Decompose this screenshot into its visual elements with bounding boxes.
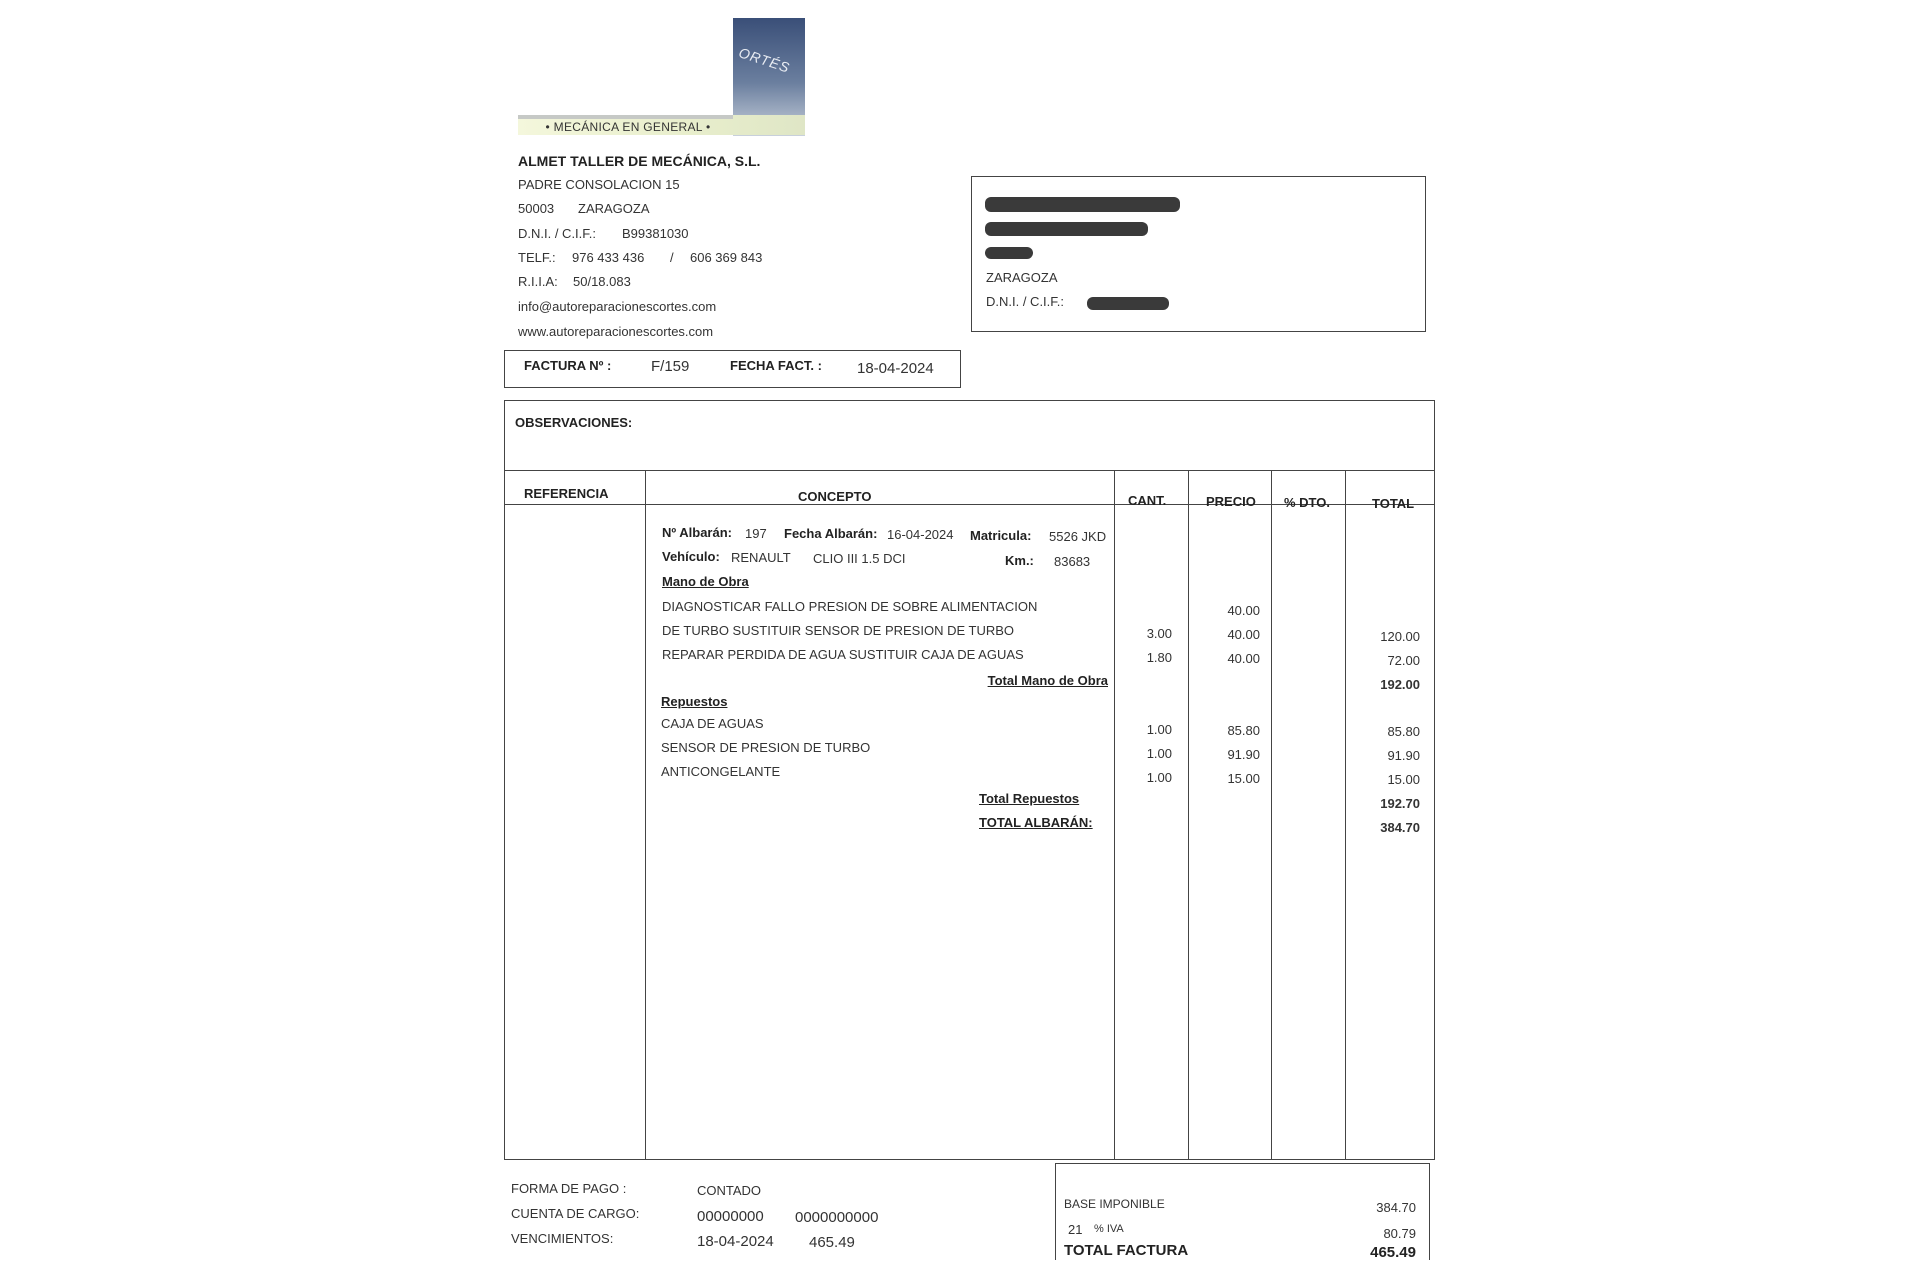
fecha-albaran: 16-04-2024 — [887, 527, 954, 542]
col-divider-dto — [1345, 470, 1346, 1160]
header-referencia: REFERENCIA — [524, 486, 609, 501]
matricula-label: Matricula: — [970, 528, 1032, 543]
mano-obra-label: Mano de Obra — [662, 574, 749, 589]
repuesto-cant: 1.00 — [1146, 746, 1172, 761]
company-dni-label: D.N.I. / C.I.F.: — [518, 226, 597, 241]
total-albaran-label: TOTAL ALBARÁN: — [979, 815, 1093, 830]
vehiculo-label: Vehículo: — [662, 549, 720, 564]
repuesto-cant: 1.00 — [1146, 770, 1172, 785]
repuesto-total: 15.00 — [1387, 772, 1420, 787]
company-postal-code: 50003 — [518, 201, 555, 216]
matricula: 5526 JKD — [1049, 529, 1107, 544]
vencimiento-date: 18-04-2024 — [697, 1233, 774, 1250]
repuesto-concept: ANTICONGELANTE — [661, 764, 781, 779]
total-factura: 465.49 — [1370, 1244, 1416, 1261]
cuenta-cargo-label: CUENTA DE CARGO: — [511, 1206, 640, 1221]
logo-tagline: • MECÁNICA EN GENERAL • — [545, 120, 711, 134]
company-tel-separator: / — [670, 250, 674, 265]
company-tel-label: TELF.: — [518, 250, 556, 265]
company-web: www.autoreparacionescortes.com — [518, 324, 714, 339]
logo-shadow — [518, 115, 733, 119]
header-precio: PRECIO — [1206, 494, 1256, 509]
vehiculo-make: RENAULT — [731, 550, 791, 565]
logo-brand-text: ORTÉS — [736, 44, 793, 76]
company-address: PADRE CONSOLACION 15 — [518, 177, 680, 192]
forma-pago: CONTADO — [697, 1183, 762, 1198]
total-factura-label: TOTAL FACTURA — [1064, 1242, 1189, 1259]
totals-box-top — [1055, 1163, 1430, 1164]
company-city: ZARAGOZA — [578, 201, 650, 216]
invoice-number: F/159 — [651, 358, 690, 375]
header-concepto: CONCEPTO — [798, 489, 872, 504]
vehiculo-model: CLIO III 1.5 DCI — [813, 551, 906, 566]
repuesto-concept: CAJA DE AGUAS — [661, 716, 764, 731]
repuesto-total: 85.80 — [1387, 724, 1420, 739]
total-repuestos: 192.70 — [1380, 796, 1420, 811]
col-divider-concepto — [1114, 470, 1115, 1160]
forma-pago-label: FORMA DE PAGO : — [511, 1181, 627, 1196]
base-imponible: 384.70 — [1376, 1200, 1416, 1215]
mano-obra-total: 72.00 — [1387, 653, 1420, 668]
repuesto-cant: 1.00 — [1146, 722, 1172, 737]
iva-rate: 21 — [1068, 1222, 1083, 1237]
col-divider-referencia — [645, 470, 646, 1160]
mano-obra-concept: DE TURBO SUSTITUIR SENSOR DE PRESION DE TURBO — [662, 623, 1015, 638]
total-mano-obra: 192.00 — [1380, 677, 1420, 692]
repuesto-concept: SENSOR DE PRESION DE TURBO — [661, 740, 871, 755]
col-divider-precio — [1271, 470, 1272, 1160]
mano-obra-total: 120.00 — [1380, 629, 1420, 644]
repuesto-precio: 15.00 — [1227, 771, 1260, 786]
fecha-albaran-label: Fecha Albarán: — [784, 526, 878, 541]
header-cant: CANT. — [1128, 493, 1167, 508]
mano-obra-precio: 40.00 — [1227, 651, 1260, 666]
repuesto-total: 91.90 — [1387, 748, 1420, 763]
iva-label: % IVA — [1094, 1223, 1124, 1235]
albaran-label: Nº Albarán: — [662, 525, 732, 540]
invoice-table-frame — [504, 400, 1435, 1160]
header-total: TOTAL — [1372, 496, 1415, 511]
totals-box-right — [1429, 1163, 1430, 1260]
total-mano-obra-label: Total Mano de Obra — [987, 673, 1108, 688]
invoice-date-label: FECHA FACT. : — [730, 358, 822, 373]
iva-amount: 80.79 — [1383, 1226, 1416, 1241]
mano-obra-cant: 3.00 — [1146, 626, 1172, 641]
cuenta-cargo-2: 0000000000 — [795, 1209, 879, 1226]
client-city: ZARAGOZA — [986, 270, 1058, 285]
observations-divider — [504, 470, 1435, 471]
invoice-number-label: FACTURA Nº : — [524, 358, 612, 373]
mano-obra-precio: 40.00 — [1227, 627, 1260, 642]
albaran-number: 197 — [745, 526, 767, 541]
cuenta-cargo-1: 00000000 — [697, 1208, 764, 1225]
company-riia: 50/18.083 — [573, 274, 631, 289]
km-label: Km.: — [1005, 553, 1034, 568]
totals-box-left — [1055, 1163, 1056, 1260]
redacted-client-postal — [985, 247, 1033, 259]
repuestos-label: Repuestos — [661, 694, 728, 709]
redacted-client-address — [985, 222, 1148, 236]
company-tel1: 976 433 436 — [572, 250, 645, 265]
company-name: ALMET TALLER DE MECÁNICA, S.L. — [518, 153, 761, 169]
col-divider-cant — [1188, 470, 1189, 1160]
client-dni-label: D.N.I. / C.I.F.: — [986, 294, 1065, 309]
observations-label: OBSERVACIONES: — [515, 415, 633, 430]
company-riia-label: R.I.I.A: — [518, 274, 558, 289]
total-albaran: 384.70 — [1380, 820, 1420, 835]
repuesto-precio: 91.90 — [1227, 747, 1260, 762]
header-dto: % DTO. — [1284, 495, 1330, 510]
km: 83683 — [1054, 554, 1091, 569]
repuesto-precio: 85.80 — [1227, 723, 1260, 738]
redacted-client-dni — [1087, 297, 1169, 310]
total-repuestos-label: Total Repuestos — [979, 791, 1080, 806]
mano-obra-concept: REPARAR PERDIDA DE AGUA SUSTITUIR CAJA DE AGUAS — [662, 647, 1024, 662]
mano-obra-concept: DIAGNOSTICAR FALLO PRESION DE SOBRE ALIMENTACION — [662, 599, 1038, 614]
company-email: info@autoreparacionescortes.com — [518, 299, 717, 314]
redacted-client-name — [985, 197, 1180, 212]
vencimientos-label: VENCIMIENTOS: — [511, 1231, 614, 1246]
company-tel2: 606 369 843 — [690, 250, 763, 265]
mano-obra-precio: 40.00 — [1227, 603, 1260, 618]
mano-obra-cant: 1.80 — [1146, 650, 1172, 665]
vencimiento-amount: 465.49 — [809, 1234, 855, 1251]
company-dni: B99381030 — [622, 226, 689, 241]
base-imponible-label: BASE IMPONIBLE — [1064, 1197, 1165, 1211]
invoice-date: 18-04-2024 — [857, 360, 934, 377]
